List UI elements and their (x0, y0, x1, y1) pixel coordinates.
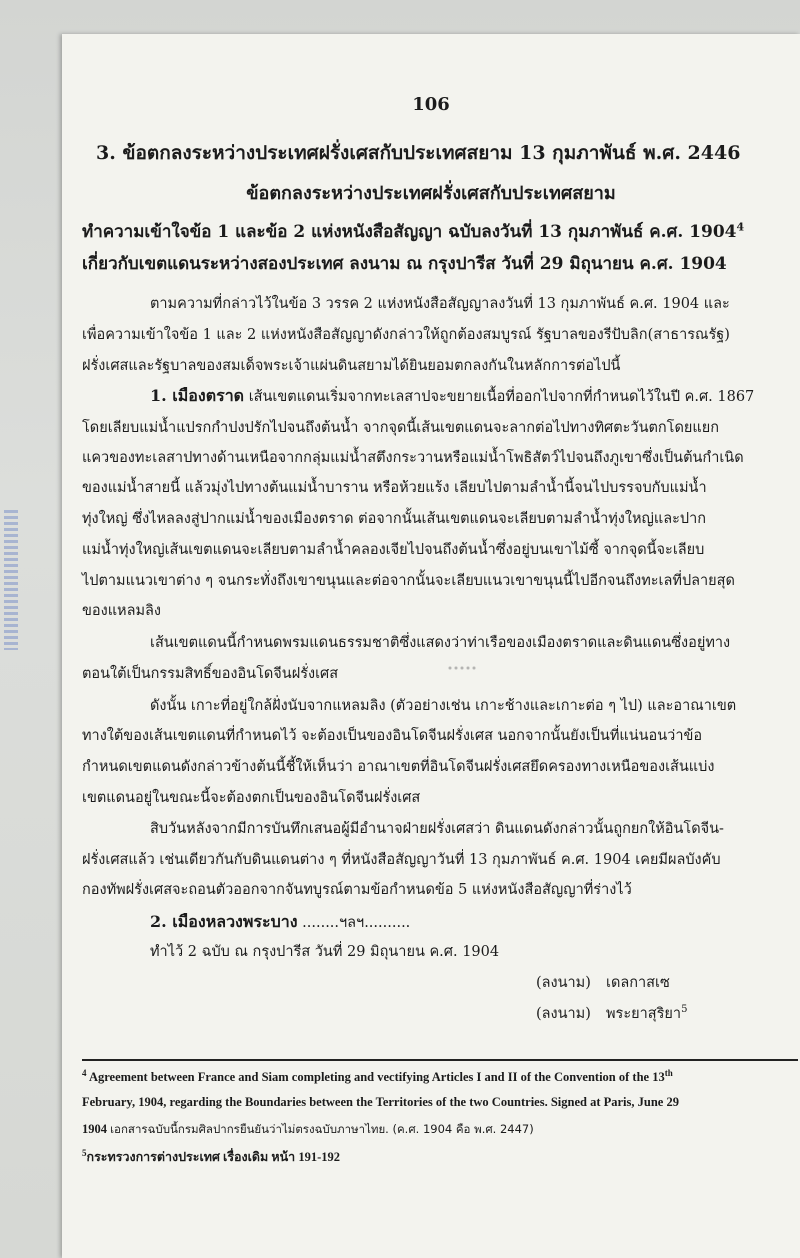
footnote-4-line-2: February, 1904, regarding the Boundaries between the Territories of the two Countries. Signed at Paris, June 29 (82, 1095, 679, 1109)
signature-row (536, 971, 670, 994)
section2-etc: ........ฯลฯ.......... (302, 915, 411, 931)
para4-line: สิบวันหลังจากมีการบันทึกเสนอผู้มีอำนาจฝ่ายฝรั่งเศสว่า ดินแดนดังกล่าวนั้นถูกยกให้อินโดจีน- (150, 821, 724, 837)
para3-line: ดังนั้น เกาะที่อยู่ใกล้ฝั่งนับจากแหลมลิง (ตัวอย่างเช่น เกาะช้างและเกาะต่อ ๆ ไป) และอาณาเขต (150, 698, 737, 714)
section1-line: ของแหลมลิง (82, 603, 162, 619)
footnote-divider (82, 1059, 798, 1061)
para3-line: ทางใต้ของเส้นเขตแดนที่กำหนดไว้ จะต้องเป็นของอินโดจีนฝรั่งเศส นอกจากนั้นยังเป็นที่แน่นอนว่าข้อ (82, 728, 703, 744)
footnote-4-line-3: 1904 เอกสารฉบับนี้กรมศิลปากรยืนยันว่าไม่ตรงฉบับภาษาไทย. (ค.ศ. 1904 คือ พ.ศ. 2447) (82, 1122, 534, 1136)
signature-name: เดลกาสเซ (606, 975, 670, 991)
para3-line: เขตแดนอยู่ในขณะนี้จะต้องตกเป็นของอินโดจีนฝรั่งเศส (82, 790, 421, 806)
section1-line: แควของทะเลสาปทางด้านเหนือจากกลุ่มแม่น้ำสตึงกระวานหรือแม่น้ำโพธิสัตว์ไปจนถึงภูเขาซึ่งเป็นต้นกำเนิด (82, 450, 744, 466)
footnote-5: $^5$กระทรวงการต่างประเทศ เรื่องเดิม หน้า 191-192 (82, 1147, 340, 1164)
section1-first-line: 1. เมืองตราด เส้นเขตแดนเริ่มจากทะเลสาปจะขยายเนื้อที่ออกไปจากที่กำหนดไว้ในปี ค.ศ. 1867 (150, 386, 755, 405)
signature-row: (ลงนาม) พระยาสุริยา$^5$ (536, 1002, 687, 1025)
section1-line: ของแม่น้ำสายนี้ แล้วมุ่งไปทางต้นแม่น้ำบาราน หรือห้วยแร้ง เลียบไปตามลำน้ำนี้จนไปบรรจบกับแม่น้ำ (82, 480, 707, 496)
intro-line: เพื่อความเข้าใจข้อ 1 และ 2 แห่งหนังสือสัญญาดังกล่าวให้ถูกต้องสมบูรณ์ รัฐบาลของรีปับลิก(สาธารณรัฐ) (82, 327, 730, 343)
section1-heading: 1. เมืองตราด (150, 386, 245, 405)
intro-line: ฝรั่งเศสและรัฐบาลของสมเด็จพระเจ้าแผ่นดินสยามได้ยินยอมตกลงกันในหลักการต่อไปนี้ (82, 358, 621, 374)
para2-line: ตอนใต้เป็นกรรมสิทธิ์ของอินโดจีนฝรั่งเศส (82, 666, 339, 682)
para2-line: เส้นเขตแดนนี้กำหนดพรมแดนธรรมชาติซึ่งแสดงว่าท่าเรือของเมืองตราดและดินแดนซึ่งอยู่ทาง (150, 635, 731, 651)
para4-line: ฝรั่งเศสแล้ว เช่นเดียวกันกับดินแดนต่าง ๆ ที่หนังสือสัญญาวันที่ 13 กุมภาพันธ์ ค.ศ. 1904 เคยมีผลบังคับ (82, 852, 721, 868)
section2-line (150, 910, 410, 935)
document-title: 3. ข้อตกลงระหว่างประเทศฝรั่งเศสกับประเทศสยาม 13 กุมภาพันธ์ พ.ศ. 2446 (96, 142, 741, 164)
footnote-4-line-1: $^4$ Agreement between France and Siam completing and vectifying Articles I and II of the Convention of the 13th (82, 1068, 673, 1085)
binding-edge-marks (4, 510, 18, 650)
closing-line: ทำไว้ 2 ฉบับ ณ กรุงปารีส วันที่ 29 มิถุนายน ค.ศ. 1904 (150, 944, 500, 960)
signature-label: (ลงนาม) (536, 1006, 591, 1022)
signature-label: (ลงนาม) (536, 975, 591, 991)
para3-line: กำหนดเขตแดนดังกล่าวข้างต้นนี้ชี้ให้เห็นว่า อาณาเขตที่อินโดจีนฝรั่งเศสยึดครองทางเหนือของเส้นแบ่ง (82, 759, 715, 775)
subject-line-1: ทำความเข้าใจข้อ 1 และข้อ 2 แห่งหนังสือสัญญา ฉบับลงวันที่ 13 กุมภาพันธ์ ค.ศ. 1904$^4$ (82, 220, 745, 242)
page-number: 106 (412, 94, 450, 115)
subject-line-2: เกี่ยวกับเขตแดนระหว่างสองประเทศ ลงนาม ณ กรุงปารีส วันที่ 29 มิถุนายน ค.ศ. 1904 (82, 254, 727, 274)
signature-name: พระยาสุริยา (606, 1006, 682, 1022)
document-subtitle: ข้อตกลงระหว่างประเทศฝรั่งเศสกับประเทศสยาม (246, 183, 616, 204)
scan-speck (447, 665, 477, 671)
section1-line: ทุ่งใหญ่ ซึ่งไหลลงสู่ปากแม่น้ำของเมืองตราด ต่อจากนั้นเส้นเขตแดนจะเลียบตามลำน้ำทุ่งใหญ่และปาก (82, 511, 707, 527)
intro-line: ตามความที่กล่าวไว้ในข้อ 3 วรรค 2 แห่งหนังสือสัญญาลงวันที่ 13 กุมภาพันธ์ ค.ศ. 1904 และ (150, 296, 730, 312)
section1-line: โดยเลียบแม่น้ำแปรกกำปงปรักไปจนถึงต้นน้ำ จากจุดนี้เส้นเขตแดนจะลากต่อไปทางทิศตะวันตกโดยแยก (82, 420, 720, 436)
section2-heading: 2. เมืองหลวงพระบาง (150, 912, 298, 931)
section1-line: ไปตามแนวเขาต่าง ๆ จนกระทั่งถึงเขาขนุนและต่อจากนั้นจะเลียบแนวเขาขนุนนี้ไปอีกจนถึงทะเลที่ปลายสุด (82, 573, 735, 589)
section1-line: แม่น้ำทุ่งใหญ่เส้นเขตแดนจะเลียบตามลำน้ำคลองเจียไปจนถึงต้นน้ำซึ่งอยู่บนเขาไม้ซี้ จากจุดนี้จะเลียบ (82, 542, 705, 558)
para4-line: กองทัพฝรั่งเศสจะถอนตัวออกจากจันทบูรณ์ตามข้อกำหนดข้อ 5 แห่งหนังสือสัญญาที่ร่างไว้ (82, 882, 632, 898)
document-page (62, 34, 800, 1258)
